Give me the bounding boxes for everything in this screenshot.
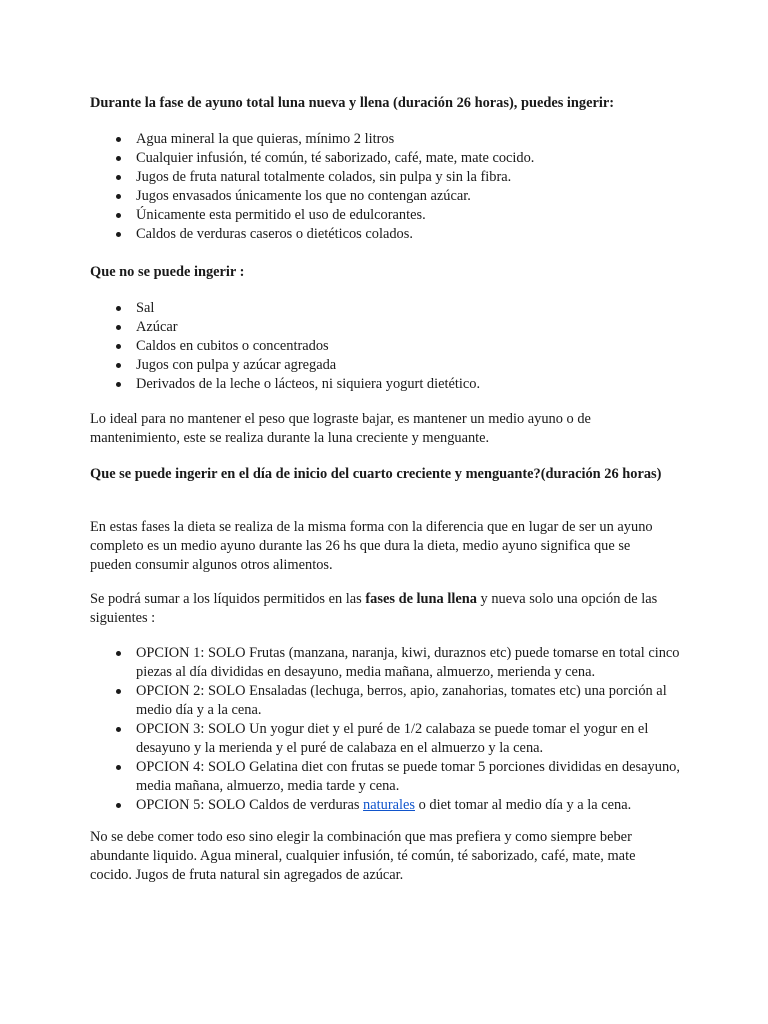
naturales-link[interactable]: naturales <box>363 797 415 813</box>
section-heading-not-allowed: Que no se puede ingerir : <box>90 264 245 280</box>
list-item: Agua mineral la que quieras, mínimo 2 litros <box>136 130 688 149</box>
section-heading-quarter-phases: Que se puede ingerir en el día de inicio del cuarto creciente y menguante?(duración 26 horas) <box>90 466 662 482</box>
text-run: o diet tomar al medio día y a la cena. <box>415 797 632 813</box>
list-item: Cualquier infusión, té común, té saborizado, café, mate, mate cocido. <box>136 149 688 168</box>
bold-text: fases de luna llena <box>365 591 477 607</box>
paragraph-half-fast: En estas fases la dieta se realiza de la misma forma con la diferencia que en lugar de ser un ayuno completo es un medio ayuno durante las 26 hs que dura la dieta, medio ayuno significa que se pueden consumir algunos otros alimentos. <box>90 519 653 573</box>
option-item: OPCION 3: SOLO Un yogur diet y el puré de 1/2 calabaza se puede tomar el yogur en el desayuno y la merienda y el puré de calabaza en el almuerzo y la cena. <box>136 720 680 758</box>
paragraph-options-intro <box>90 590 672 628</box>
paragraph-maintenance: Lo ideal para no mantener el peso que lograste bajar, es mantener un medio ayuno o de mantenimiento, este se realiza durante la luna creciente y menguante. <box>90 411 591 446</box>
not-allowed-list <box>90 299 688 394</box>
list-item: Únicamente esta permitido el uso de edulcorantes. <box>136 206 688 225</box>
section-heading-fasting: Durante la fase de ayuno total luna nueva y llena (duración 26 horas), puedes ingerir: <box>90 95 615 111</box>
option-item <box>136 796 680 815</box>
text-run: y nueva solo una opción de las siguientes : <box>90 591 658 626</box>
options-list <box>90 644 680 815</box>
option-item: OPCION 2: SOLO Ensaladas (lechuga, berros, apio, zanahorias, tomates etc) una porción al medio día y a la cena. <box>136 682 680 720</box>
list-item: Jugos de fruta natural totalmente colados, sin pulpa y sin la fibra. <box>136 168 688 187</box>
list-item: Sal <box>136 299 688 318</box>
list-item: Caldos de verduras caseros o dietéticos colados. <box>136 225 688 244</box>
list-item: Derivados de la leche o lácteos, ni siquiera yogurt dietético. <box>136 375 688 394</box>
list-item: Azúcar <box>136 318 688 337</box>
allowed-list <box>90 130 688 244</box>
option-item: OPCION 1: SOLO Frutas (manzana, naranja, kiwi, duraznos etc) puede tomarse en total cinco piezas al día divididas en desayuno, media mañana, almuerzo, merienda y cena. <box>136 645 680 680</box>
list-item: Jugos envasados únicamente los que no contengan azúcar. <box>136 187 688 206</box>
list-item: Jugos con pulpa y azúcar agregada <box>136 356 688 375</box>
text-run: OPCION 5: SOLO Caldos de verduras <box>136 797 364 813</box>
paragraph-closing: No se debe comer todo eso sino elegir la combinación que mas prefiera y como siempre beber abundante liquido. Agua mineral, cualquier infusión, té común, té saborizado, café, mate, mate cocido. Jugos de fruta natural sin agregados de azúcar. <box>90 829 636 883</box>
option-item: OPCION 4: SOLO Gelatina diet con frutas se puede tomar 5 porciones divididas en desayuno, media mañana, almuerzo, media tarde y cena. <box>136 759 680 794</box>
text-run: Se podrá sumar a los líquidos permitidos en las <box>90 591 366 607</box>
list-item: Caldos en cubitos o concentrados <box>136 337 688 356</box>
